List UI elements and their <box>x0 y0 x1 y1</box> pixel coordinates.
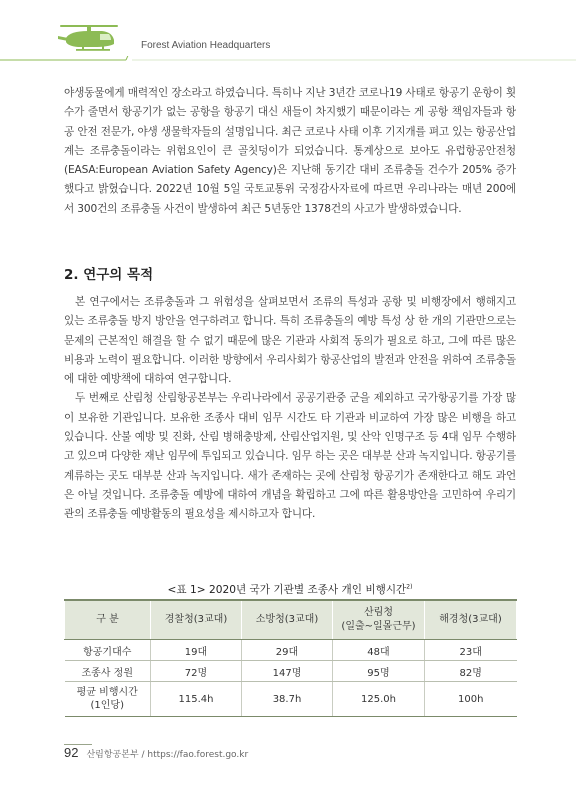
table-row <box>65 682 517 717</box>
table-header-cell: 해경청(3교대) <box>425 600 517 640</box>
section-body <box>64 293 516 525</box>
table-cell: 72명 <box>151 661 242 682</box>
table-cell: 23대 <box>425 640 517 661</box>
table-cell: 항공기대수 <box>65 640 151 661</box>
page-footer <box>64 745 248 760</box>
table-cell: 147명 <box>242 661 333 682</box>
table-header-row <box>65 600 517 640</box>
table-cell: 평균 비행시간 (1인당) <box>65 682 151 717</box>
footer-text: 산림항공본부 / https://fao.forest.go.kr <box>86 750 249 760</box>
page-header <box>0 0 576 62</box>
intro-block <box>64 84 516 219</box>
table-cell: 100h <box>425 682 517 717</box>
pilot-hours-table <box>64 599 517 717</box>
table-cell: 115.4h <box>151 682 242 717</box>
section-paragraph: 두 번째로 산림청 산림항공본부는 우리나라에서 공공기관중 군을 제외하고 국가항공기를 가장 많이 보유한 기관입니다. 보유한 조종사 대비 임무 시간도 타 기관과 비교하여 가장 많은 비행을 하고 있습니다. 산불 예방 및 진화, 산림 병해충방제, 산림산업지원, 및 산악 인명구조 등 4대 임무 수행하고 있으며 다양한 재난 임무에 투입되고 있습니다. 임무 하는 곳은 대부분 산과 녹지입니다. 항공기를 계류하는 곳도 대부분 산과 녹지입니다. 새가 존재하는 곳에 산림청 항공기가 존재한다고 해도 과언은 아닐 것입니다. 조류충돌 예방에 대하여 개념을 확립하고 그에 따른 활용방안을 고민하여 우리기관의 조류충돌 예방활동의 필요성을 제시하고자 합니다. <box>64 392 516 521</box>
section-paragraph: 본 연구에서는 조류충돌과 그 위험성을 살펴보면서 조류의 특성과 공항 및 비행장에서 행해지고 있는 조류충돌 방지 방안을 연구하려고 합니다. 특히 조류충돌의 예방 특성 상 한 개의 기관만으로는 문제의 근본적인 해결을 할 수 없기 때문에 많은 기관과 사회적 동의가 필요로 하고, 그에 따른 많은 비용과 노력이 필요합니다. 이러한 방향에서 우리사회가 항공산업의 발전과 안전을 위하여 조류충돌에 대한 예방책에 대하여 연구합니다. <box>64 296 516 386</box>
intro-paragraph: 야생동물에게 매력적인 장소라고 하였습니다. 특히나 지난 3년간 코로나19 사태로 항공기 운항이 횟수가 줄면서 항공기가 없는 공항을 항공기 대신 새들이 차지했기 때문이라는 게 공항 책임자들과 항공 안전 전문가, 야생 생물학자들의 설명입니다. 최근 코로나 사태 이후 기지개를 펴고 있는 항공산업계는 조류충돌이라는 위험요인이 큰 골칫덩이가 되었습니다. 통계상으로 보아도 유럽항공안전청(EASA:European Aviation Safety Agency)은 지난해 동기간 대비 조류충돌 건수가 205% 증가했다고 밝혔습니다. 2022년 10월 5일 국토교통위 국정감사자료에 따르면 우리나라는 매년 200에서 300건의 조류충돌 사건이 발생하여 최근 5년동안 1378건의 사고가 발생하였습니다. <box>64 87 516 215</box>
page-number: 92 <box>64 745 79 760</box>
table-cell: 29대 <box>242 640 333 661</box>
table-caption-footnote: 2) <box>406 583 413 591</box>
table-header-cell: 경찰청(3교대) <box>151 600 242 640</box>
table-cell: 95명 <box>333 661 425 682</box>
table-cell: 48대 <box>333 640 425 661</box>
table-caption <box>60 582 520 597</box>
table-cell: 19대 <box>151 640 242 661</box>
table-row <box>65 661 517 682</box>
helicopter-icon <box>54 22 124 54</box>
table-header-cell: 구 분 <box>65 600 151 640</box>
table-cell: 82명 <box>425 661 517 682</box>
header-rule <box>0 56 576 64</box>
table-header-cell: 소방청(3교대) <box>242 600 333 640</box>
table-header-cell: 산림청 (일출~일몰근무) <box>333 600 425 640</box>
header-title: Forest Aviation Headquarters <box>141 40 271 51</box>
table-cell: 125.0h <box>333 682 425 717</box>
section-title: 2. 연구의 목적 <box>64 267 154 283</box>
table-row <box>65 640 517 661</box>
table-caption-text: <표 1> 2020년 국가 기관별 조종사 개인 비행시간 <box>167 584 407 596</box>
table-cell: 38.7h <box>242 682 333 717</box>
table-cell: 조종사 정원 <box>65 661 151 682</box>
